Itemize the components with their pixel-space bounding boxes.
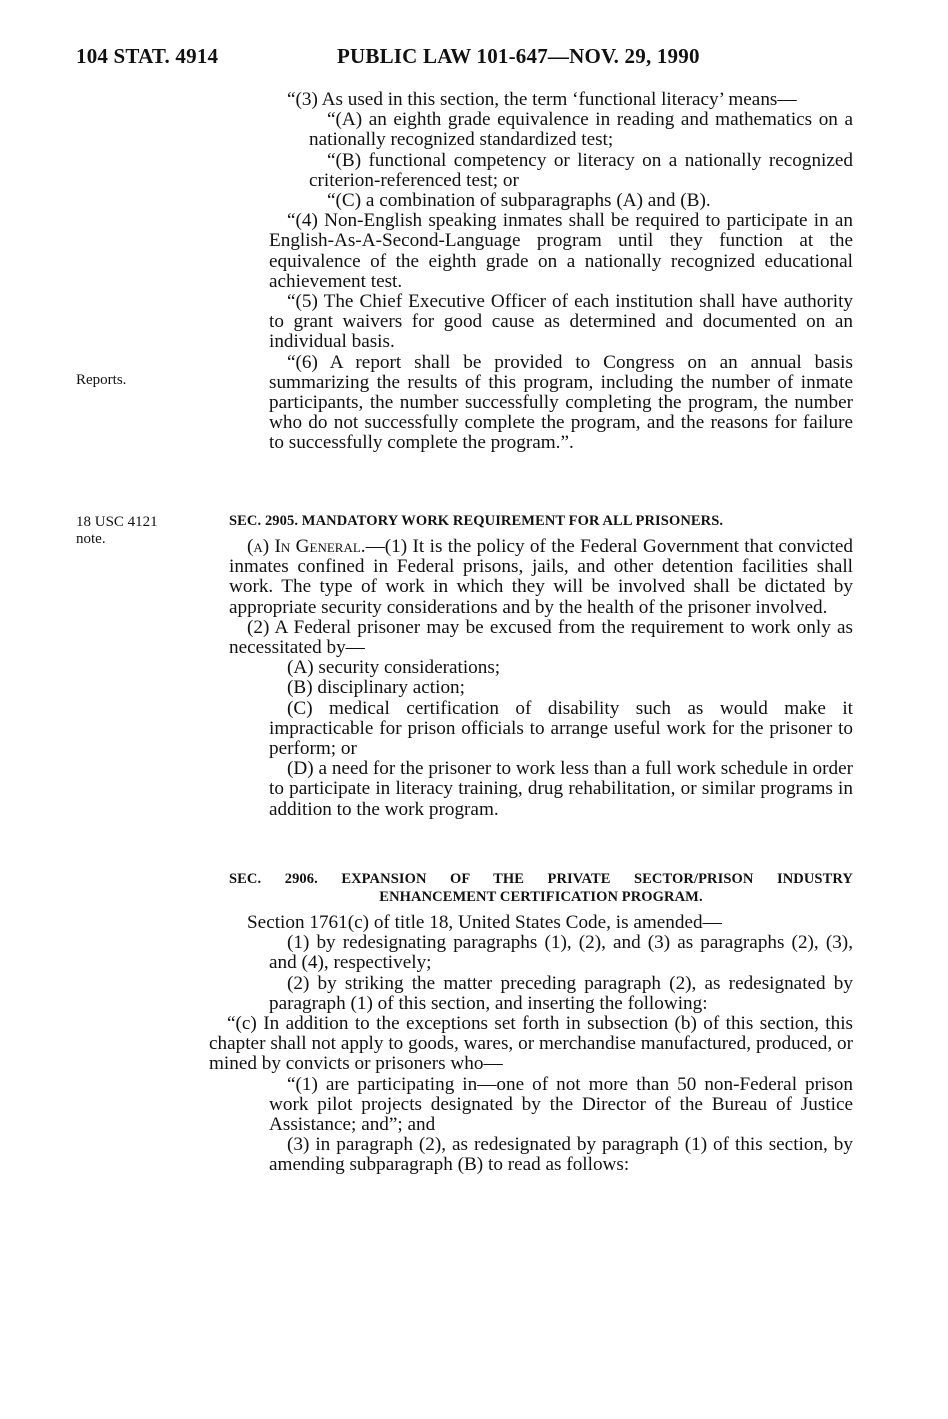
- running-header: PUBLIC LAW 101-647—NOV. 29, 1990: [337, 44, 700, 68]
- quoted-block-continuation: [269, 90, 853, 454]
- usc-citation: 18 USC 4121: [76, 514, 158, 530]
- item-d: (D) a need for the prisoner to work less than a full work schedule in order to participate in literacy training, drug rehabilitation, or similar programs in addition to the work program.: [269, 758, 853, 820]
- paragraph-3-intro: “(3) As used in this section, the term ‘functional literacy’ means—: [287, 89, 797, 110]
- section-2905-heading: SEC. 2905. MANDATORY WORK REQUIREMENT FOR ALL PRISONERS.: [229, 513, 724, 529]
- paragraph-6: “(6) A report shall be provided to Congress on an annual basis summarizing the results of this program, including the number of inmate participants, the number successfully completing the program, the number who do not successfully complete the program, and the reasons for failure to successfully complete the program.”.: [269, 351, 853, 454]
- margin-note-reports: Reports.: [76, 372, 127, 388]
- paragraph-4: “(4) Non-English speaking inmates shall be required to participate in an English-As-A-Second-Language program until they function at the equivalence of the eighth grade on a nationally recognized educational achievement test.: [269, 210, 853, 292]
- section-2906-heading-line1: SEC. 2906. EXPANSION OF THE PRIVATE SECTOR/PRISON INDUSTRY: [229, 871, 853, 887]
- item-a: (A) security considerations;: [287, 657, 501, 679]
- paragraph-5: “(5) The Chief Executive Officer of each institution shall have authority to grant waivers for good cause as determined and documented on an individual basis.: [269, 291, 853, 353]
- amendment-1: (1) by redesignating paragraphs (1), (2), and (3) as paragraphs (2), (3), and (4), respectively;: [269, 932, 853, 974]
- quoted-paragraph-1: “(1) are participating in—one of not more than 50 non-Federal prison work pilot projects designated by the Director of the Bureau of Justice Assistance; and”; and: [269, 1073, 853, 1136]
- quoted-subsection-c: “(c) In addition to the exceptions set forth in subsection (b) of this section, this chapter shall not apply to goods, wares, or merchandise manufactured, produced, or mined by convicts or prisoners who—: [209, 1013, 853, 1075]
- paragraph-3-b: “(B) functional competency or literacy on a nationally recognized criterion-referenced test; or: [309, 149, 853, 191]
- amendment-3: (3) in paragraph (2), as redesignated by paragraph (1) of this section, by amending subparagraph (B) to read as follows:: [269, 1134, 853, 1176]
- section-2906-body: [209, 912, 853, 1176]
- subsection-a-text: —(1) It is the policy of the Federal Government that convicted inmates confined in Federal prisons, jails, and other detention facilities shall work. The type of work in which they will be involved shall be dictated by appropriate security considerations and by the health of the prisoner involved.: [229, 536, 853, 618]
- subsection-a-label: (a) In General.: [247, 536, 366, 557]
- margin-note-usc: [76, 514, 226, 548]
- stat-page-number: 104 STAT. 4914: [76, 44, 219, 68]
- section-2906-intro: Section 1761(c) of title 18, United States Code, is amended—: [247, 912, 722, 933]
- subsection-a-2: (2) A Federal prisoner may be excused from the requirement to work only as necessitated by—: [229, 616, 853, 659]
- section-2905-body: [229, 537, 853, 820]
- item-b: (B) disciplinary action;: [287, 677, 465, 699]
- paragraph-3-c: “(C) a combination of subparagraphs (A) and (B).: [327, 190, 711, 212]
- amendment-2: (2) by striking the matter preceding paragraph (2), as redesignated by paragraph (1) of this section, and inserting the following:: [269, 972, 853, 1014]
- paragraph-3-a: “(A) an eighth grade equivalence in reading and mathematics on a nationally recognized standardized test;: [309, 109, 853, 151]
- subsection-a: [229, 537, 853, 618]
- section-2906-heading-line2: ENHANCEMENT CERTIFICATION PROGRAM.: [379, 889, 703, 905]
- section-2906-heading: [229, 870, 853, 906]
- item-c: (C) medical certification of disability such as would make it impracticable for prison officials to arrange useful work for the prisoner to perform; or: [269, 697, 853, 760]
- usc-note: note.: [76, 531, 106, 547]
